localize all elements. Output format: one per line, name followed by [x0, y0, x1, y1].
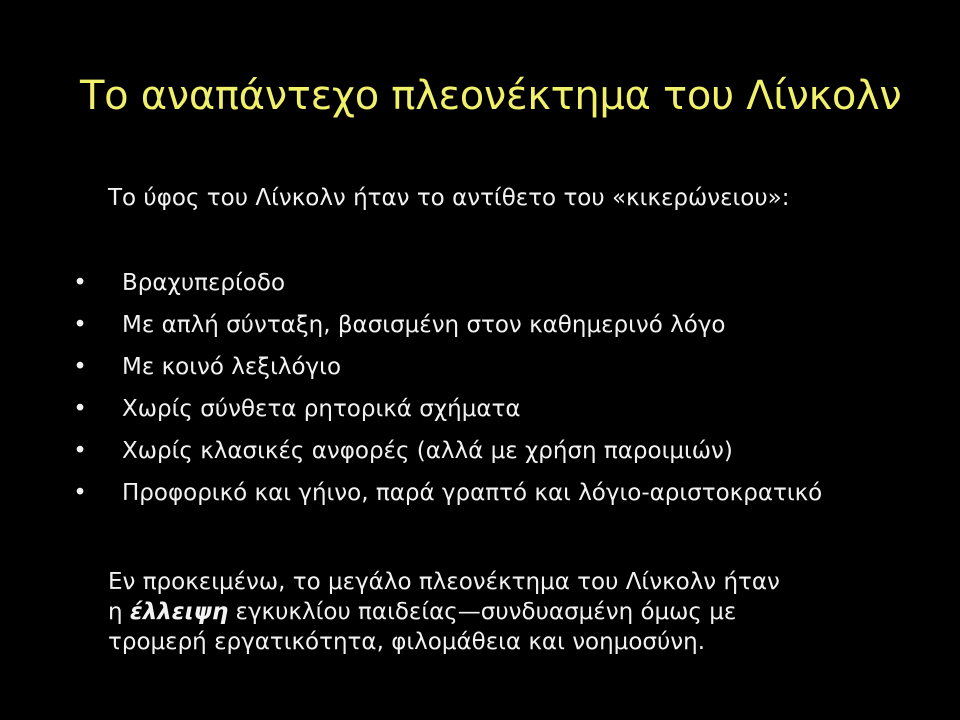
bullet-text: Βραχυπερίοδο — [122, 270, 286, 296]
bullet-icon: • — [73, 396, 87, 422]
conclusion-line-3: τρομερή εργατικότητα, φιλομάθεια και νοημοσύνη. — [108, 629, 706, 655]
slide-title: Το αναπάντεχο πλεονέκτημα του Λίνκολν — [80, 73, 902, 119]
slide-intro-text: Το ύφος του Λίνκολν ήταν το αντίθετο του «κικερώνειου»: — [108, 185, 790, 211]
emphasized-word: έλλειψη — [129, 599, 229, 625]
slide-conclusion — [108, 567, 780, 657]
bullet-text: Με απλή σύνταξη, βασισμένη στον καθημερινό λόγο — [122, 312, 726, 338]
conclusion-line-2 — [108, 597, 780, 627]
bullet-icon: • — [73, 480, 87, 506]
bullet-icon: • — [73, 312, 87, 338]
bullet-text: Χωρίς σύνθετα ρητορικά σχήματα — [122, 396, 521, 422]
bullet-text: Με κοινό λεξιλόγιο — [122, 354, 342, 380]
conclusion-line-2-prefix: η — [108, 599, 130, 625]
bullet-icon: • — [73, 270, 87, 296]
bullet-text: Προφορικό και γήινο, παρά γραπτό και λόγιο-αριστοκρατικό — [122, 480, 823, 506]
conclusion-line-1: Εν προκειμένω, το μεγάλο πλεονέκτημα του Λίνκολν ήταν — [108, 569, 780, 595]
bullet-icon: • — [73, 354, 87, 380]
conclusion-line-2-suffix: εγκυκλίου παιδείας—συνδυασμένη όμως με — [228, 599, 737, 625]
bullet-text: Χωρίς κλασικές ανφορές (αλλά με χρήση παροιμιών) — [122, 438, 733, 464]
bullet-icon: • — [73, 438, 87, 464]
